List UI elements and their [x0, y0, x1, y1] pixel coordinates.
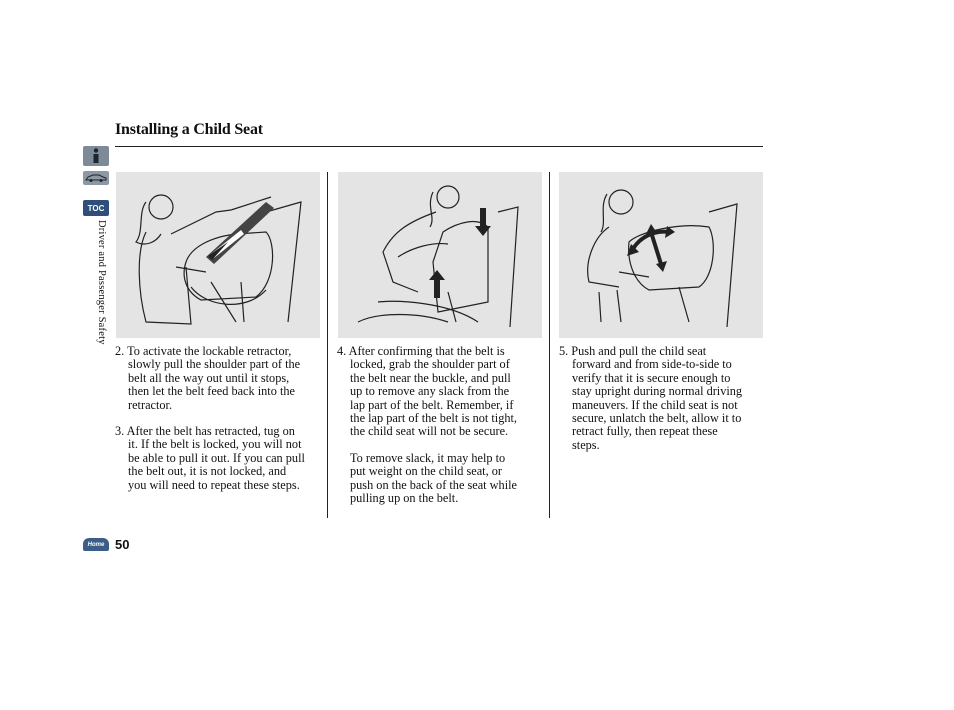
- instruction-column-1: [115, 345, 325, 492]
- car-icon[interactable]: [83, 171, 109, 185]
- slack-tip-text: To remove slack, it may help to put weight on the child seat, or push on the back of the seat while pulling up on the belt.: [350, 450, 517, 506]
- instruction-column-2: [337, 345, 547, 505]
- illustration-remove-slack: [338, 172, 542, 338]
- car-glyph-icon: [85, 173, 107, 183]
- page-title: Installing a Child Seat: [115, 121, 263, 138]
- illustration-pull-belt: [116, 172, 320, 338]
- toc-button[interactable]: TOC: [83, 200, 109, 216]
- figure-verify-secure: [559, 172, 763, 338]
- figure-pull-belt: [116, 172, 320, 338]
- info-icon[interactable]: [83, 146, 109, 166]
- column-divider: [327, 172, 328, 518]
- column-divider: [549, 172, 550, 518]
- figure-remove-slack: [338, 172, 542, 338]
- section-label: Driver and Passenger Safety: [96, 220, 107, 345]
- step-5-text: 5. Push and pull the child seat forward and from side-to-side to verify that it is secure enough to stay upright during normal driving maneuvers. If the child seat is not secure, unlatch the belt, allow it to retract fully, then repeat these steps.: [559, 344, 743, 452]
- page-number: 50: [115, 537, 130, 552]
- info-glyph-icon: [91, 148, 101, 164]
- step-2-text: 2. To activate the lockable retractor, slowly pull the shoulder part of the belt all the way out until it stops, then let the belt feed back into the retractor.: [115, 344, 301, 412]
- home-button[interactable]: Home: [83, 538, 109, 551]
- step-3-text: 3. After the belt has retracted, tug on it. If the belt is locked, you will not be able to pull it out. If you can pull the belt out, it is not locked, and you will need to repeat these steps.: [115, 424, 305, 492]
- instruction-column-3: [559, 345, 769, 452]
- step-4-text: 4. After confirming that the belt is locked, grab the shoulder part of the belt near the buckle, and pull up to remove any slack from the lap part of the belt. Remember, if the lap part of the belt is not tight, the child seat will not be secure.: [337, 344, 517, 439]
- title-divider: [115, 146, 763, 147]
- illustration-verify-secure: [559, 172, 763, 338]
